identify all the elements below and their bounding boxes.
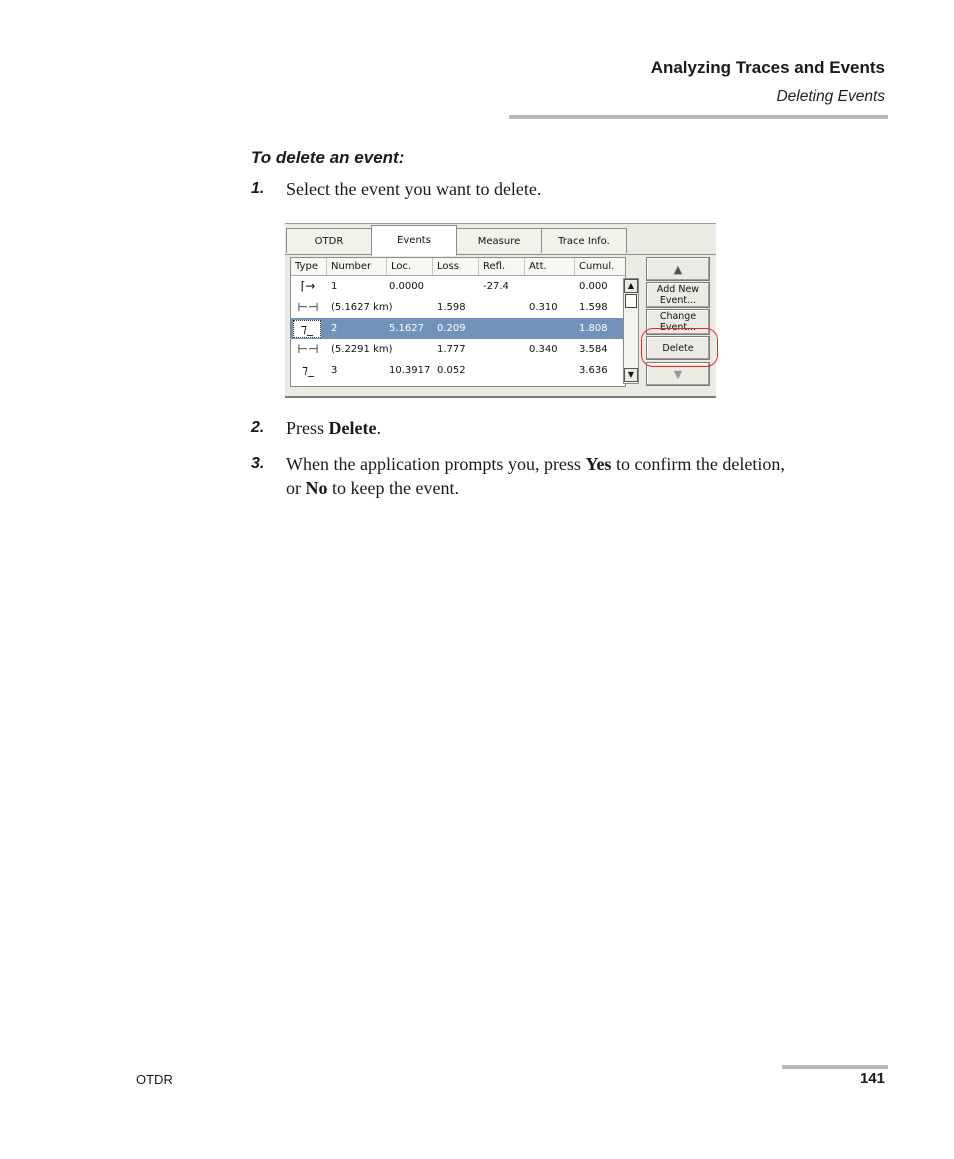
events-table [290, 257, 626, 387]
no-keyword: No [305, 478, 328, 498]
step-2-number: 2. [251, 419, 265, 436]
events-screenshot [285, 223, 716, 398]
cell-loc: 0.0000 [389, 281, 424, 292]
cell-loss: 0.052 [437, 365, 466, 376]
col-type[interactable]: Type [291, 258, 327, 275]
cell-loc: 5.1627 [389, 323, 424, 334]
fiber-section-icon: ⊢⊣ [297, 342, 319, 356]
tab-events[interactable]: Events [371, 225, 457, 256]
tab-trace-info[interactable]: Trace Info. [541, 228, 627, 253]
page-number: 141 [859, 1070, 885, 1087]
col-loc[interactable]: Loc. [387, 258, 433, 275]
cell-loss: 1.777 [437, 344, 466, 355]
table-row-selected[interactable] [291, 318, 625, 339]
triangle-up-icon: ▲ [673, 262, 683, 276]
header-rule [509, 115, 888, 119]
fiber-section-icon: ⊢⊣ [297, 300, 319, 314]
table-row[interactable] [291, 276, 625, 297]
table-scrollbar[interactable] [623, 278, 639, 384]
step-1-number: 1. [251, 180, 265, 197]
chapter-title: Analyzing Traces and Events [650, 58, 885, 77]
cell-number: 2 [331, 323, 338, 334]
procedure-title: To delete an event: [251, 148, 405, 167]
step-2-text: Press Delete. [286, 418, 381, 438]
yes-keyword: Yes [585, 454, 612, 474]
cell-number: 1 [331, 281, 338, 292]
step-3-text-line2: or No to keep the event. [286, 478, 459, 498]
cell-loc: 10.3917 [389, 365, 431, 376]
table-row[interactable] [291, 297, 625, 318]
scroll-down-icon[interactable]: ▼ [624, 368, 638, 382]
table-header [291, 258, 625, 276]
col-att[interactable]: Att. [525, 258, 575, 275]
cell-cumul: 3.584 [579, 344, 608, 355]
col-loss[interactable]: Loss [433, 258, 479, 275]
scroll-thumb[interactable] [625, 294, 637, 308]
triangle-down-icon: ▼ [673, 367, 683, 381]
table-row[interactable] [291, 360, 625, 381]
table-row[interactable] [291, 339, 625, 360]
cell-number: (5.2291 km) [331, 344, 393, 355]
footer-product: OTDR [136, 1072, 173, 1087]
cell-number: 3 [331, 365, 338, 376]
move-up-button[interactable] [646, 257, 710, 281]
change-event-button[interactable]: Change Event... [646, 309, 710, 335]
cell-att: 0.340 [529, 344, 558, 355]
step-3-text-line1: When the application prompts you, press Yes to confirm the deletion, [286, 454, 785, 474]
cell-loss: 1.598 [437, 302, 466, 313]
col-refl[interactable]: Refl. [479, 258, 525, 275]
cell-att: 0.310 [529, 302, 558, 313]
footer-rule [782, 1065, 888, 1069]
cell-cumul: 1.808 [579, 323, 608, 334]
step-3-number: 3. [251, 455, 265, 472]
cell-cumul: 3.636 [579, 365, 608, 376]
scroll-up-icon[interactable]: ▲ [624, 279, 638, 293]
section-title: Deleting Events [776, 88, 885, 105]
cell-loss: 0.209 [437, 323, 466, 334]
tab-otdr[interactable]: OTDR [286, 228, 372, 253]
cell-cumul: 0.000 [579, 281, 608, 292]
cell-cumul: 1.598 [579, 302, 608, 313]
cell-refl: -27.4 [483, 281, 509, 292]
cell-number: (5.1627 km) [331, 302, 393, 313]
non-reflective-event-icon: ⁊_ [302, 363, 314, 377]
col-number[interactable]: Number [327, 258, 387, 275]
add-new-event-button[interactable]: Add New Event... [646, 282, 710, 308]
tab-bar [285, 224, 716, 255]
launch-event-icon: ⌈→ [300, 279, 316, 293]
delete-keyword: Delete [328, 418, 377, 438]
non-reflective-event-icon: ⁊_ [293, 320, 321, 338]
col-cumul[interactable]: Cumul. [579, 261, 615, 272]
delete-button[interactable]: Delete [646, 336, 710, 360]
tab-measure[interactable]: Measure [456, 228, 542, 253]
delete-button-callout [641, 328, 718, 367]
step-1-text: Select the event you want to delete. [286, 179, 542, 199]
